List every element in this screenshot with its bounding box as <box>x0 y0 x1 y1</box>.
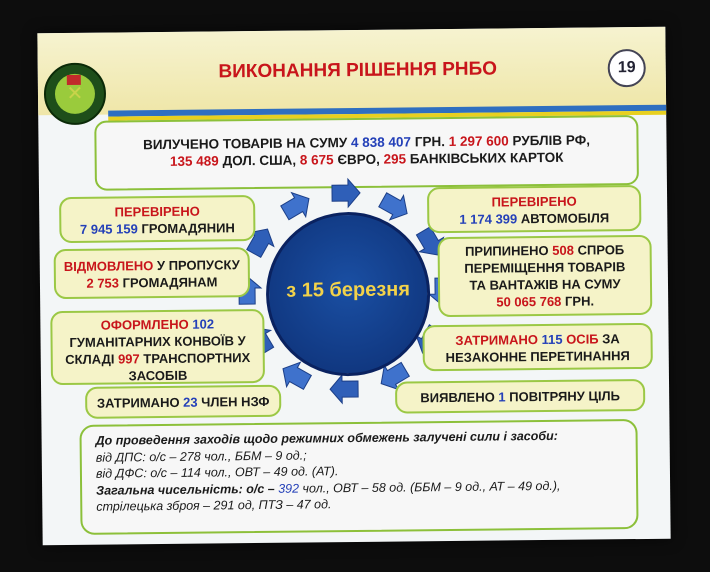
ring-arrow <box>332 179 360 207</box>
page-number: 19 <box>608 49 646 87</box>
seized-goods-box: ВИЛУЧЕНО ТОВАРІВ НА СУМУ 4 838 407 ГРН. 1 297 600 РУБЛІВ РФ, 135 489 ДОЛ. США, 8 675 ЄВРО, 295 БАНКІВСЬКИХ КАРТОК <box>94 115 639 191</box>
slide-title: ВИКОНАННЯ РІШЕННЯ РНБО <box>218 58 498 83</box>
ring-arrow <box>278 187 316 225</box>
air-target-box: ВИЯВЛЕНО 1 ПОВІТРЯНУ ЦІЛЬ <box>395 379 645 414</box>
ring-arrow <box>330 375 358 403</box>
stopped-attempts-box: ПРИПИНЕНО 508 СПРОБ ПЕРЕМІЩЕННЯ ТОВАРІВ ТА ВАНТАЖІВ НА СУМУ 50 065 768 ГРН. <box>437 235 652 317</box>
refused-entry-box: ВІДМОВЛЕНО У ПРОПУСКУ 2 753 ГРОМАДЯНАМ <box>54 247 251 299</box>
center-date-label: з 15 березня <box>286 278 411 302</box>
detained-persons-box: ЗАТРИМАНО 115 ОСІБ ЗА НЕЗАКОННЕ ПЕРЕТИНАННЯ <box>422 323 652 371</box>
detained-nzf-box: ЗАТРИМАНО 23 ЧЛЕН НЗФ <box>85 385 281 419</box>
checked-citizens-box: ПЕРЕВІРЕНО 7 945 159 ГРОМАДЯНИН <box>59 195 255 243</box>
checked-cars-box: ПЕРЕВІРЕНО 1 174 399 АВТОМОБІЛЯ <box>427 185 641 233</box>
humanitarian-convoys-box: ОФОРМЛЕНО 102 ГУМАНІТАРНИХ КОНВОЇВ У СКЛАДІ 997 ТРАНСПОРТНИХ ЗАСОБІВ <box>50 309 265 385</box>
emblem-logo <box>44 63 107 126</box>
crossed-swords-icon: ✕ <box>66 82 84 105</box>
center-circle <box>265 211 431 377</box>
slide <box>37 27 670 546</box>
forces-info-box: До проведення заходів щодо режимних обмежень залучені сили і засоби: від ДПС: о/с – 278 чол., ББМ – 9 од.; від ДФС: о/с – 114 чол., ОВТ – 49 од. (АТ). Загальна чисельність: о/с – 392 чол., ОВТ – 58 од. (ББМ – 9 од., АТ – 49 од.), стрілецька зброя – 291 од, ПТЗ – 47 од. <box>79 419 638 535</box>
